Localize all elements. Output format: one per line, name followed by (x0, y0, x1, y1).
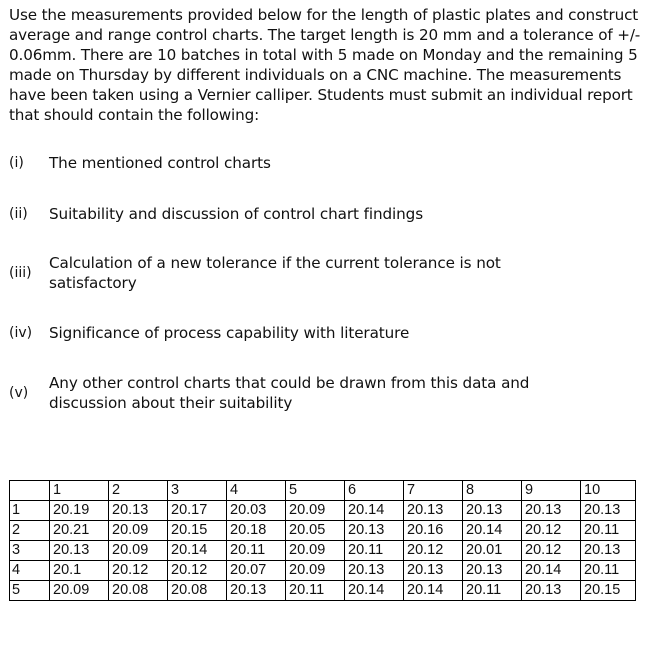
column-header: 1 (50, 481, 109, 501)
item-text: Calculation of a new tolerance if the current tolerance is not satisfactory (49, 254, 501, 292)
table-cell: 20.13 (404, 561, 463, 581)
table-cell: 20.09 (286, 501, 345, 521)
table-cell: 20.11 (286, 581, 345, 601)
table-row (10, 541, 636, 561)
row-header: 5 (10, 581, 50, 601)
table-cell: 20.13 (227, 581, 286, 601)
table-row (10, 561, 636, 581)
measurements-table (9, 480, 636, 601)
table-cell: 20.14 (345, 501, 404, 521)
table-cell: 20.12 (522, 541, 581, 561)
table-cell: 20.11 (227, 541, 286, 561)
table-cell: 20.12 (522, 521, 581, 541)
table-cell: 20.11 (463, 581, 522, 601)
table-cell: 20.13 (109, 501, 168, 521)
table-cell: 20.14 (168, 541, 227, 561)
table-cell: 20.13 (522, 501, 581, 521)
table-cell: 20.15 (168, 521, 227, 541)
row-header: 1 (10, 501, 50, 521)
table-cell: 20.14 (345, 581, 404, 601)
table-cell: 20.09 (109, 541, 168, 561)
item-number: (i) (9, 155, 24, 171)
item-number: (iv) (9, 325, 33, 341)
table-cell: 20.08 (168, 581, 227, 601)
column-header: 7 (404, 481, 463, 501)
table-cell: 20.21 (50, 521, 109, 541)
table-cell: 20.11 (581, 561, 636, 581)
column-header: 9 (522, 481, 581, 501)
row-header: 3 (10, 541, 50, 561)
table-row (10, 581, 636, 601)
table-cell: 20.15 (581, 581, 636, 601)
intro-paragraph: Use the measurements provided below for the length of plastic plates and construct average and range control charts. The target length is 20 mm and a tolerance of +/- 0.06mm. There are 10 batches in total with 5 made on Monday and the remaining 5 made on Thursday by different individuals on a CNC machine. The measurements have been taken using a Vernier calliper. Students must submit an individual report that should contain the following: (9, 6, 641, 124)
table-cell: 20.13 (522, 581, 581, 601)
table-cell: 20.14 (463, 521, 522, 541)
table-cell: 20.1 (50, 561, 109, 581)
column-header: 3 (168, 481, 227, 501)
table-cell: 20.11 (345, 541, 404, 561)
column-header: 8 (463, 481, 522, 501)
item-text: Any other control charts that could be drawn from this data and discussion about their suitability (49, 374, 530, 412)
item-text: The mentioned control charts (49, 154, 271, 172)
table-cell: 20.09 (286, 561, 345, 581)
table-cell: 20.12 (404, 541, 463, 561)
column-header: 10 (581, 481, 636, 501)
table-cell: 20.07 (227, 561, 286, 581)
column-header: 4 (227, 481, 286, 501)
item-number: (v) (9, 385, 29, 401)
column-header: 2 (109, 481, 168, 501)
table-row (10, 501, 636, 521)
table-cell: 20.13 (463, 561, 522, 581)
table-cell: 20.03 (227, 501, 286, 521)
table-cell: 20.09 (286, 541, 345, 561)
table-cell: 20.09 (109, 521, 168, 541)
table-cell: 20.05 (286, 521, 345, 541)
table-cell: 20.13 (345, 521, 404, 541)
table-cell: 20.08 (109, 581, 168, 601)
item-text: Significance of process capability with literature (49, 324, 410, 342)
column-header: 6 (345, 481, 404, 501)
table-cell: 20.17 (168, 501, 227, 521)
table-cell: 20.14 (404, 581, 463, 601)
table-corner-cell (10, 481, 50, 501)
table-cell: 20.14 (522, 561, 581, 581)
table-cell: 20.16 (404, 521, 463, 541)
row-header: 2 (10, 521, 50, 541)
table-cell: 20.19 (50, 501, 109, 521)
item-number: (iii) (9, 265, 32, 281)
table-cell: 20.18 (227, 521, 286, 541)
table-cell: 20.13 (404, 501, 463, 521)
column-header: 5 (286, 481, 345, 501)
table-cell: 20.13 (581, 501, 636, 521)
table-cell: 20.09 (50, 581, 109, 601)
table-cell: 20.12 (109, 561, 168, 581)
table-cell: 20.13 (581, 541, 636, 561)
table-cell: 20.13 (345, 561, 404, 581)
row-header: 4 (10, 561, 50, 581)
table-cell: 20.13 (50, 541, 109, 561)
table-cell: 20.13 (463, 501, 522, 521)
table-cell: 20.01 (463, 541, 522, 561)
item-number: (ii) (9, 206, 28, 222)
table-row (10, 521, 636, 541)
item-text: Suitability and discussion of control chart findings (49, 205, 424, 223)
table-header-row (10, 481, 636, 501)
table-cell: 20.12 (168, 561, 227, 581)
table-cell: 20.11 (581, 521, 636, 541)
